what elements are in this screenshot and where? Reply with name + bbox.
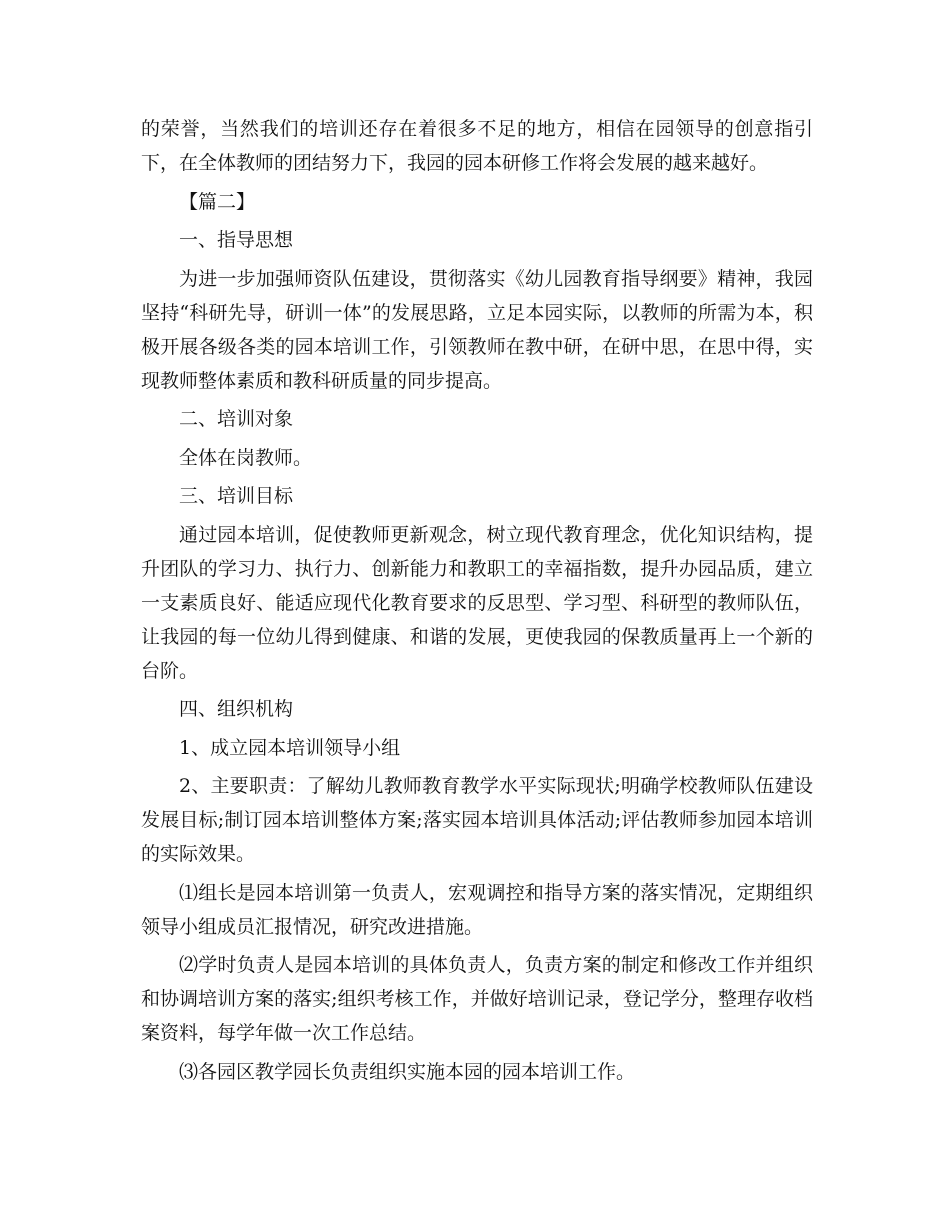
item-group-leader: ⑴组长是园本培训第一负责人，宏观调控和指导方案的落实情况，定期组织领导小组成员汇报情况，研究改进措施。 — [141, 881, 813, 938]
item-hours-manager: ⑵学时负责人是园本培训的具体负责人，负责方案的制定和修改工作并组织和协调培训方案的落实;组织考核工作，并做好培训记录，登记学分，整理存收档案资料，每学年做一次工作总结。 — [141, 954, 813, 1044]
heading-training-target: 二、培训对象 — [179, 408, 294, 430]
item-main-duties: 2、主要职责：了解幼儿教师教育教学水平实际现状;明确学校教师队伍建设发展目标;制订园本培训整体方案;落实园本培训具体活动;评估教师参加园本培训的实际效果。 — [141, 775, 813, 865]
heading-organization: 四、组织机构 — [179, 698, 294, 720]
heading-training-goal: 三、培训目标 — [179, 485, 294, 507]
section-marker: 【篇二】 — [179, 190, 256, 213]
paragraph-continuation: 的荣誉，当然我们的培训还存在着很多不足的地方，相信在园领导的创意指引下，在全体教师的团结努力下，我园的园本研修工作将会发展的越来越好。 — [141, 118, 813, 174]
paragraph-training-goal: 通过园本培训，促使教师更新观念，树立现代教育理念，优化知识结构，提升团队的学习力、执行力、创新能力和教职工的幸福指数，提升办园品质，建立一支素质良好、能适应现代化教育要求的反思型、学习型、科研型的教师队伍，让我园的每一位幼儿得到健康、和谐的发展，更使我园的保教质量再上一个新的台阶。 — [141, 523, 813, 682]
document-body — [141, 112, 813, 1093]
heading-guiding-thought: 一、指导思想 — [179, 229, 294, 251]
item-leadership-group: 1、成立园本培训领导小组 — [179, 736, 401, 759]
paragraph-training-target: 全体在岗教师。 — [179, 446, 313, 469]
item-campus-principals: ⑶各园区教学园长负责组织实施本园的园本培训工作。 — [179, 1060, 636, 1083]
paragraph-guiding-thought: 为进一步加强师资队伍建设，贯彻落实《幼儿园教育指导纲要》精神，我园坚持“科研先导，研训一体”的发展思路，立足本园实际，以教师的所需为本，积极开展各级各类的园本培训工作，引领教师在教中研，在研中思，在思中得，实现教师整体素质和教科研质量的同步提高。 — [141, 267, 813, 392]
